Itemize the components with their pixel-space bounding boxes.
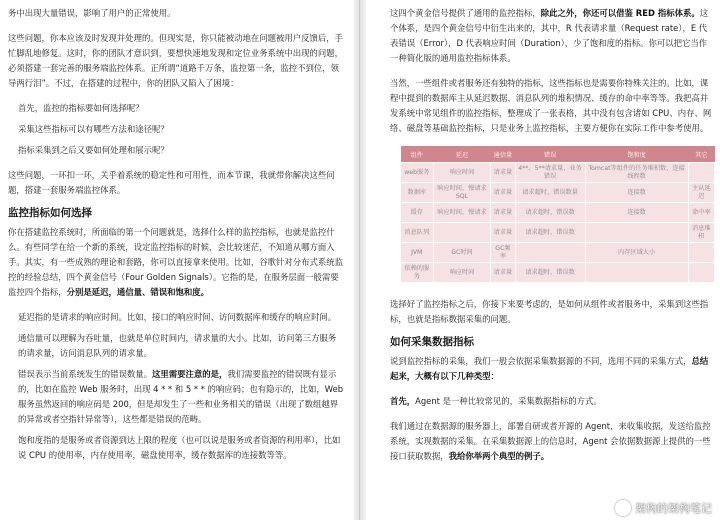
signal-item-saturation: 饱和度指的是服务或者资源到达上限的程度（也可以说是服务或者资源的利用率），比如说 CPU 的使用率，内存使用率，磁盘使用率，缓存数据库的连接数等等。 <box>18 435 341 460</box>
table-cell: 内存区域大小 <box>585 243 688 263</box>
paragraph: 这些问题，一环扣一环，关乎着系统的稳定性和可用性，而本节课，我就带你解决这些问题，搭建一套服务端监控体系。 <box>8 170 335 195</box>
paragraph: 务中出现大量错误，影响了用户的正常使用。 <box>8 8 176 18</box>
table-cell: 请求超时，错误数 <box>515 263 585 283</box>
table-cell: GC时间 <box>433 243 491 263</box>
question-item: 采集这些指标可以有哪些方法和途径呢？ <box>18 124 169 134</box>
question-item: 指标采集到之后又要如何处理和展示呢？ <box>18 145 169 155</box>
table-cell: 请求超时，错误数 <box>515 203 585 223</box>
signal-item-errors: 错误表示当前系统发生的错误数量。这里需要注意的是，我们需要监控的错误既有显示的，比如在监控 Web 服务时，出现 4 * * 和 5 * * 的响应码；也有隐示的，比如，Web 服务虽然返回的响应码是 200，但是却发生了一些和业务相关的错误（出现了数组越界的异常或者空指针异常等），这些都是错误的范畴。 <box>18 369 344 424</box>
watermark <box>615 500 712 516</box>
table-header-row <box>401 146 715 163</box>
table-cell: 请求超时，错误数 <box>515 223 585 243</box>
watermark-text: 架构的架构笔记 <box>635 502 712 515</box>
table-header-cell: 组件 <box>401 146 434 163</box>
question-item: 首先，监控的指标要如何选择呢？ <box>18 103 144 113</box>
table-cell <box>688 243 714 263</box>
table-row <box>401 223 715 243</box>
paragraph: 选择好了监控指标之后，你接下来要考虑的，是如何从组件或者服务中，采集到这些指标，也就是指标数据采集的问题。 <box>390 299 709 324</box>
book-spine <box>354 0 366 520</box>
table-cell: 响应时间，慢请求 <box>433 203 491 223</box>
table-cell: 缓存 <box>401 203 434 223</box>
table-cell: 命中率 <box>688 203 714 223</box>
table-cell: 主从延迟 <box>688 183 714 203</box>
table-cell: 请求量 <box>491 163 515 183</box>
table-cell: 依赖的服务 <box>401 263 434 283</box>
table-header-cell: 延迟 <box>433 146 491 163</box>
table-row <box>401 183 715 203</box>
table-cell: 响应时间 <box>433 163 491 183</box>
table-row <box>401 163 715 183</box>
table-cell: 请求量 <box>491 203 515 223</box>
paragraph: 你在搭建监控系统时，所面临的第一个问题就是，选择什么样的监控指标，也就是监控什么。有些同学在给一个新的系统，设定监控指标的时候，会比较迷茫，不知道从哪方面入手。其实，有一些成熟的理论和套路，你可以直接拿来使用。比如，谷歌针对分布式系统监控的经验总结，四个黄金信号（Four Golden Signals）。它指的是，在服务层面一般需要监控四个指标，分别是延迟，通信量、错误和饱和度。 <box>8 227 343 297</box>
signal-item-traffic: 通信量可以理解为吞吐量，也就是单位时间内，请求量的大小。比如，访问第三方服务的请求量，访问消息队列的请求量。 <box>18 333 337 358</box>
table-cell: 消息堆积 <box>688 223 714 243</box>
table-row <box>401 243 715 263</box>
table-header-cell: 错误 <box>515 146 585 163</box>
table-cell: web服务 <box>401 163 434 183</box>
paragraph: 说到监控指标的采集，我们一般会依据采集数据源的不同，选用不同的采集方式，总结起来，大概有以下几种类型： <box>390 356 709 381</box>
table-cell: 消息队列 <box>401 223 434 243</box>
table-header-cell: 饱和度 <box>585 146 688 163</box>
table-cell: 响应时间、慢请求SQL <box>433 183 491 203</box>
table-cell: 请求量 <box>491 183 515 203</box>
table-cell: 连接数 <box>585 183 688 203</box>
table-cell <box>515 243 585 263</box>
paragraph: 首先，Agent 是一种比较常见的，采集数据指标的方式。 <box>390 396 602 406</box>
table-row <box>401 203 715 223</box>
table-cell: 请求量 <box>491 263 515 283</box>
table-cell <box>688 163 714 183</box>
table-cell: JVM <box>401 243 434 263</box>
table-cell: GC频率 <box>491 243 515 263</box>
table-header-cell: 通信量 <box>491 146 515 163</box>
table-cell: 请求超时，错误数量 <box>515 183 585 203</box>
table-cell: 连接数 <box>585 203 688 223</box>
table-cell: 响应时间 <box>433 263 491 283</box>
table-cell <box>585 263 688 283</box>
paragraph: 这四个黄金信号提供了通用的监控指标，除此之外，你还可以借鉴 RED 指标体系。这个体系，是四个黄金信号中衍生出来的，其中，R 代表请求量（Request rate），E 代表错误（Error），D 代表响应时间（Duration），少了饱和度的指标。你可以把它当作一种简化版的通用监控指标体系。 <box>390 8 709 63</box>
table-cell <box>433 223 491 243</box>
watermark-logo-icon <box>615 500 631 516</box>
section-heading: 如何采集数据指标 <box>390 336 474 348</box>
table-cell <box>688 263 714 283</box>
signal-item-latency: 延迟指的是请求的响应时间。比如，接口的响应时间、访问数据库和缓存的响应时间。 <box>18 312 337 322</box>
paragraph: 我们通过在数据源的服务器上，部署自研或者开源的 Agent，来收集收据，发送给监控系统，实现数据的采集。在采集数据源上的信息时，Agent 会依据数据源上提供的一些接口获取数据，我给你举两个典型的例子。 <box>390 421 711 461</box>
table-cell: 4**、5**请求量、业务错误 <box>515 163 585 183</box>
metrics-table <box>400 146 715 283</box>
right-page <box>366 0 720 520</box>
table-cell: Tomcat等组件的任务堆积数、连接线程数 <box>585 163 688 183</box>
table-cell: 请求量 <box>491 223 515 243</box>
paragraph: 这些问题，你本应该及时发现并处理的。但现实是，你只能被动地在问题被用户反馈后，手忙脚乱地修复。这时，你的团队才意识到，要想快速地发现和定位业务系统中出现的问题，必须搭建一套完善的服务端监控体系。正所谓“道路千万条，监控第一条，监控不到位，领导两行泪”。不过，在搭建的过程中，你的团队又陷入了困境： <box>8 33 343 88</box>
section-heading: 监控指标如何选择 <box>8 207 92 219</box>
table-header-cell: 其它 <box>688 146 714 163</box>
table-row <box>401 263 715 283</box>
paragraph: 当然，一些组件或者服务还有独特的指标，这些指标也是需要你特殊关注的。比如，课程中提到的数据库主从延迟数据、消息队列的堆积情况、缓存的命中率等等。我把高并发系统中常见组件的监控指标，整理成了一张表格，其中没有包含诸如 CPU、内存、网络、磁盘等基础监控指标，只是业务上监控指标，主要方便你在实际工作中参考使用。 <box>390 78 712 133</box>
table-cell: 数据库 <box>401 183 434 203</box>
left-page <box>0 0 354 520</box>
table-cell <box>585 223 688 243</box>
